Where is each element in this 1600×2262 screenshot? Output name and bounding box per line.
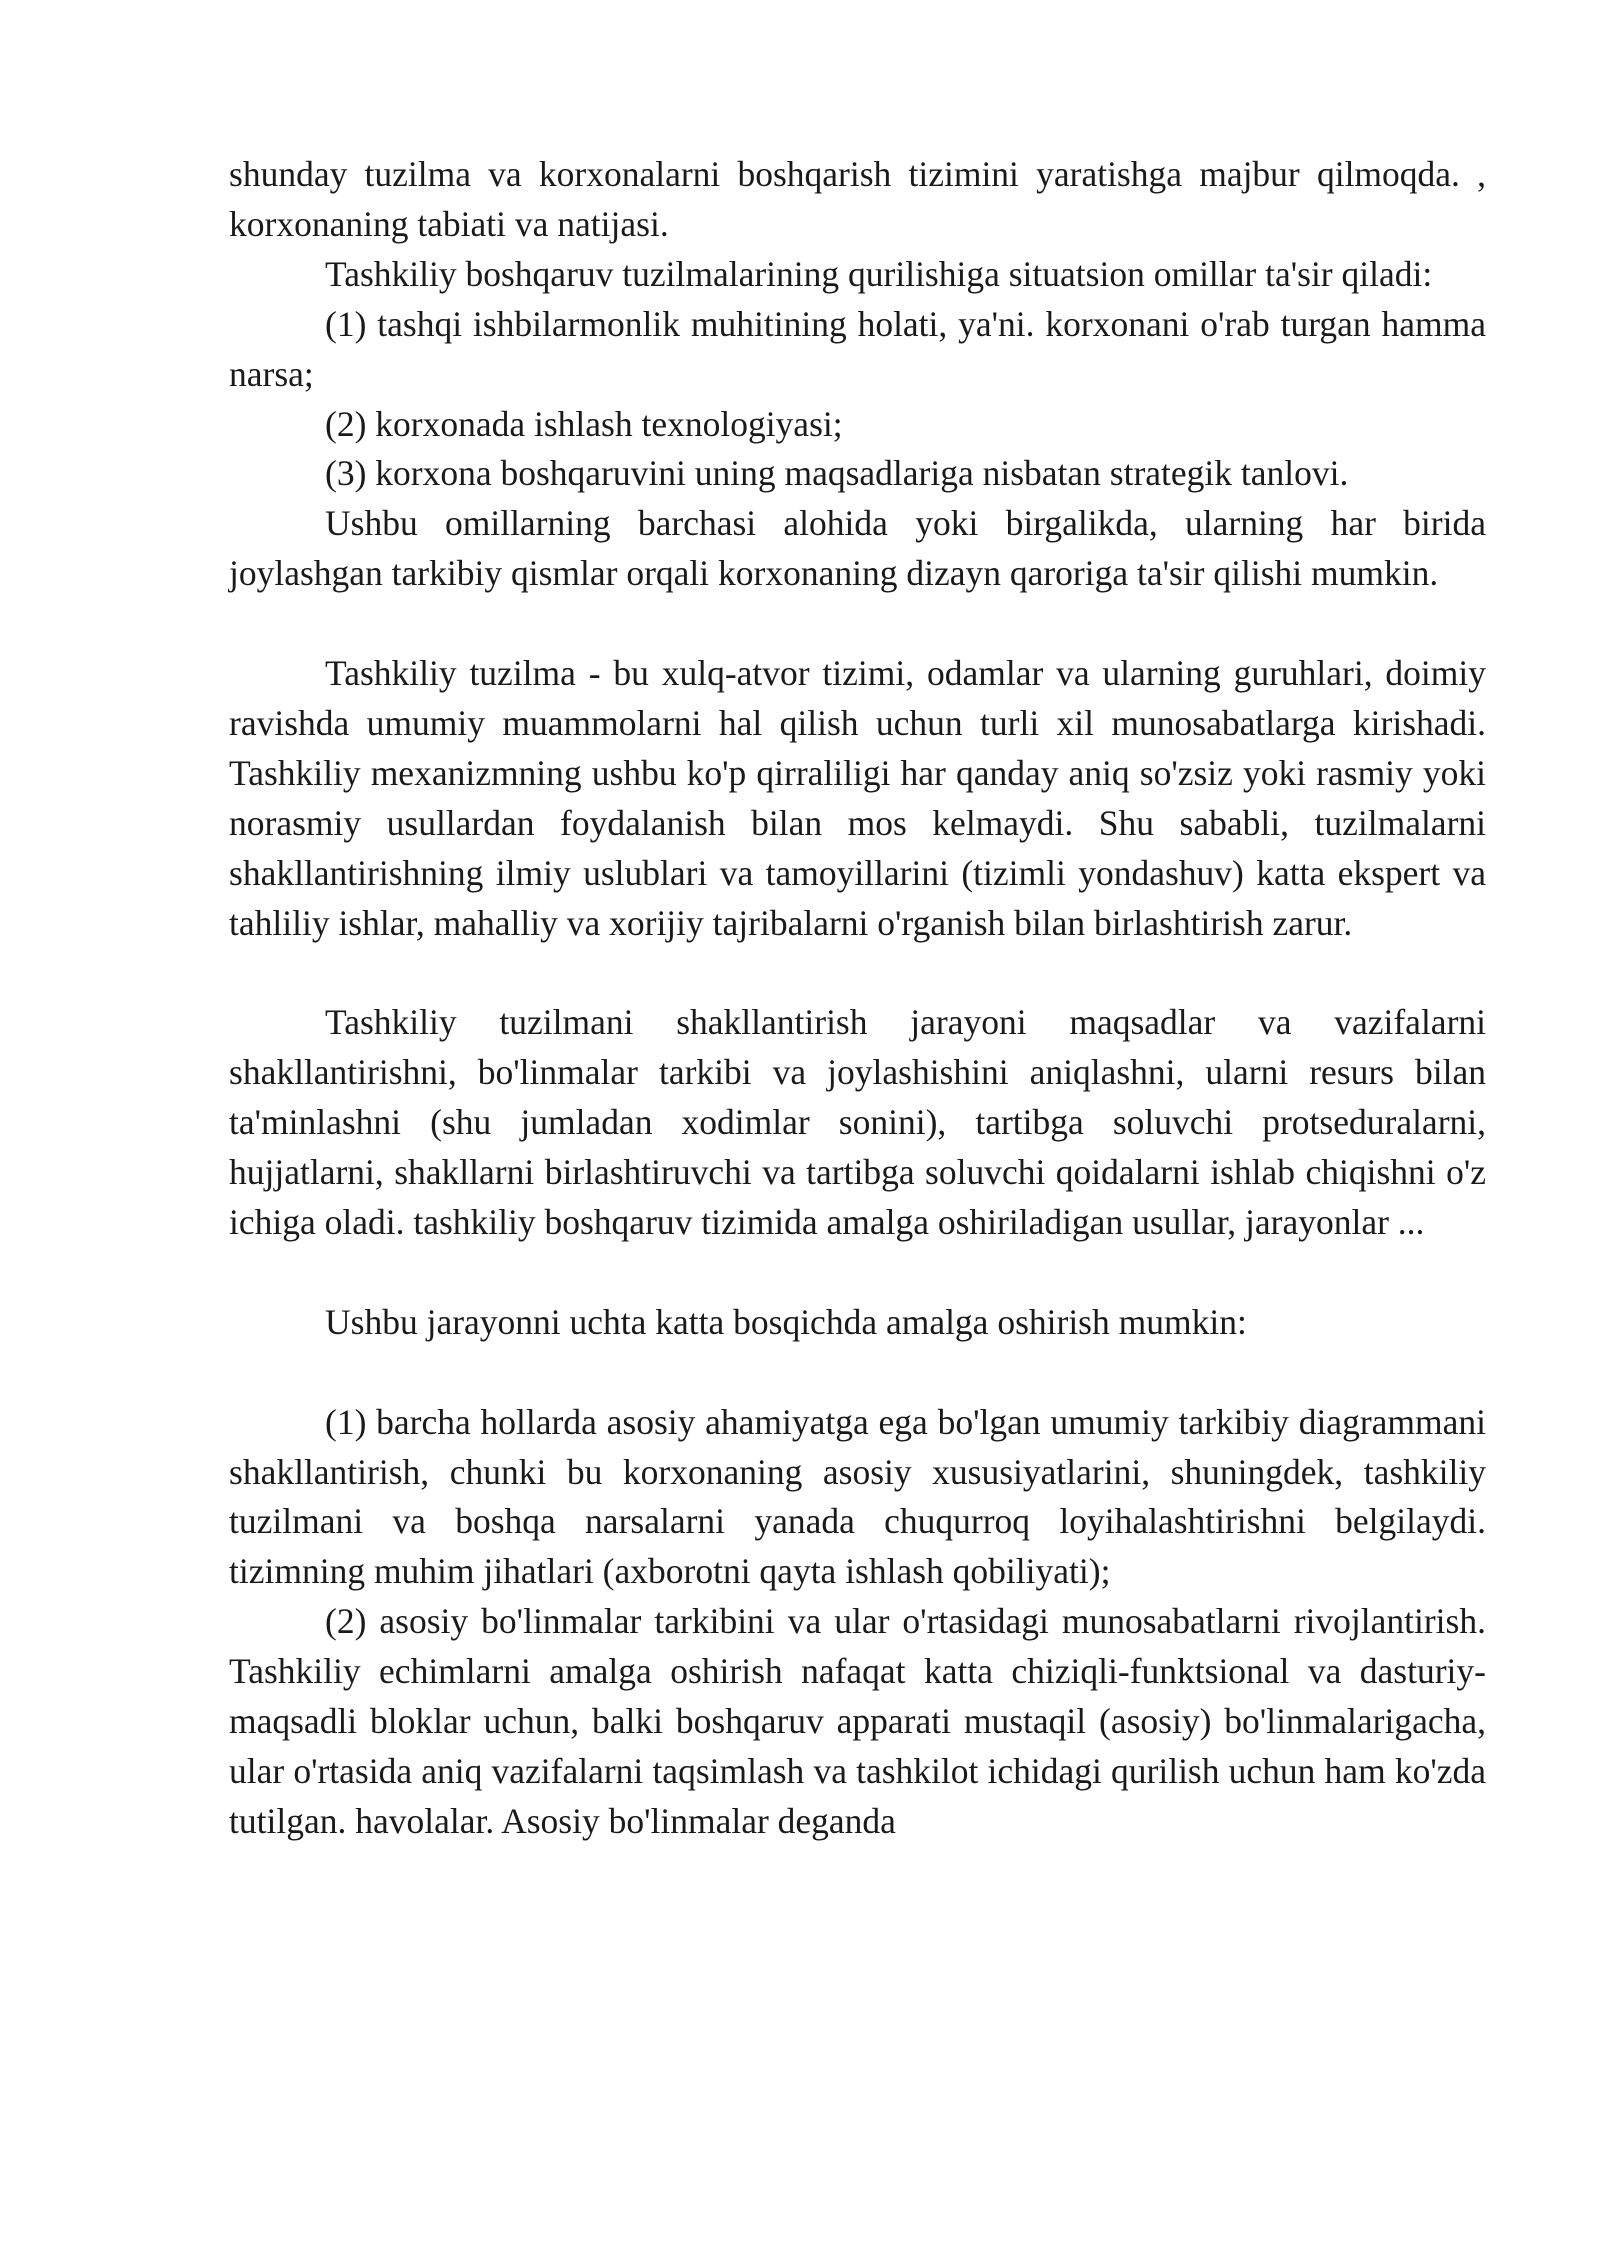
paragraph-formation-process: Tashkiliy tuzilmani shakllantirish jarayoni maqsadlar va vazifalarni shakllantirishni, bo'linmalar tarkibi va joylashishini aniqlashni, ularni resurs bilan ta'minlashni (shu jumladan xodimlar sonini), tartibga soluvchi protseduralarni, hujjatlarni, shakllarni birlashtiruvchi va tartibga soluvchi qoidalarni ishlab chiqishni o'z ichiga oladi. tashkiliy boshqaruv tizimida amalga oshiriladigan usullar, jarayonlar ... [229, 1002, 1486, 1242]
document-body [229, 150, 1486, 1847]
paragraph-three-stages: Ushbu jarayonni uchta katta bosqichda amalga oshirish mumkin: [325, 1301, 1247, 1342]
list-item-2: (2) korxonada ishlash texnologiyasi; [325, 403, 843, 444]
stage-item-2: (2) asosiy bo'linmalar tarkibini va ular o'rtasidagi munosabatlarni rivojlantirish. Tashkiliy echimlarni amalga oshirish nafaqat katta chiziqli-funktsional va dasturiy-maqsadli bloklar uchun, balki boshqaruv apparati mustaqil (asosiy) bo'linmalarigacha, ular o'rtasida aniq vazifalarni taqsimlash va tashkilot ichidagi qurilish uchun ham ko'zda tutilgan. havolalar. Asosiy bo'linmalar deganda [229, 1601, 1486, 1841]
paragraph-factors-summary: Ushbu omillarning barchasi alohida yoki birgalikda, ularning har birida joylashgan tarkibiy qismlar orqali korxonaning dizayn qaroriga ta'sir qilishi mumkin. [229, 503, 1486, 594]
stage-item-1: (1) barcha hollarda asosiy ahamiyatga ega bo'lgan umumiy tarkibiy diagrammani shakllantirish, chunki bu korxonaning asosiy xususiyatlarini, shuningdek, tashkiliy tuzilmani va boshqa narsalarni yanada chuqurroq loyihalashtirishni belgilaydi. tizimning muhim jihatlari (axborotni qayta ishlash qobiliyati); [229, 1401, 1486, 1592]
paragraph-situational-factors: Tashkiliy boshqaruv tuzilmalarining qurilishiga situatsion omillar ta'sir qiladi: [325, 253, 1433, 294]
list-item-1: (1) tashqi ishbilarmonlik muhitining holati, ya'ni. korxonani o'rab turgan hamma narsa; [229, 303, 1486, 394]
list-item-3: (3) korxona boshqaruvini uning maqsadlariga nisbatan strategik tanlovi. [325, 453, 1349, 494]
paragraph-org-structure: Tashkiliy tuzilma - bu xulq-atvor tizimi, odamlar va ularning guruhlari, doimiy ravishda umumiy muammolarni hal qilish uchun turli xil munosabatlarga kirishadi. Tashkiliy mexanizmning ushbu ko'p qirraliligi har qanday aniq so'zsiz yoki rasmiy yoki norasmiy usullardan foydalanish bilan mos kelmaydi. Shu sababli, tuzilmalarni shakllantirishning ilmiy uslublari va tamoyillarini (tizimli yondashuv) katta ekspert va tahliliy ishlar, mahalliy va xorijiy tajribalarni o'rganish bilan birlashtirish zarur. [229, 653, 1486, 943]
paragraph-continuation: shunday tuzilma va korxonalarni boshqarish tizimini yaratishga majbur qilmoqda. , korxonaning tabiati va natijasi. [229, 154, 1486, 244]
